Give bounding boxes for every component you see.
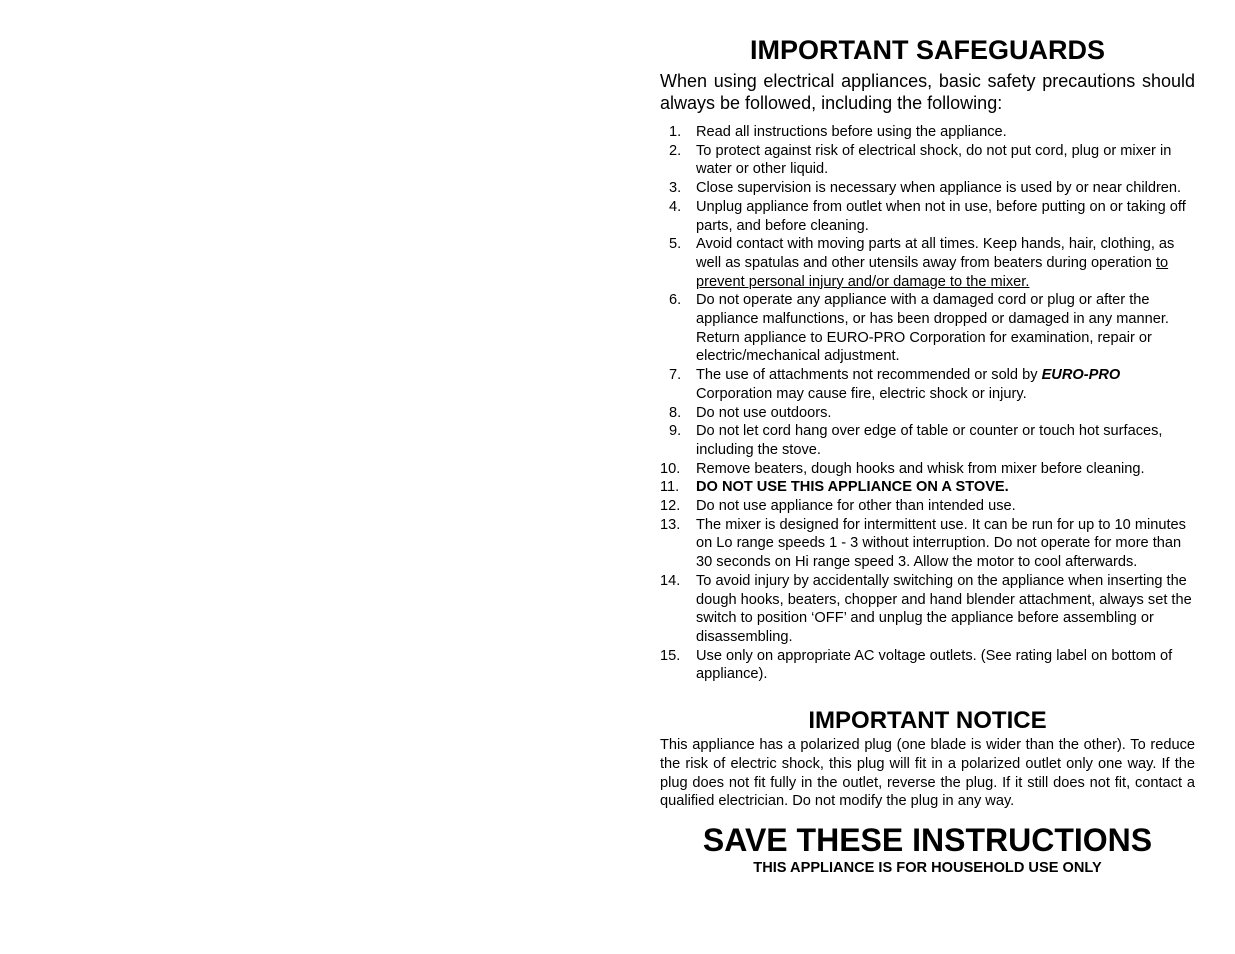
list-item	[660, 291, 1195, 366]
item-number: 4.	[669, 198, 682, 215]
item-text: Close supervision is necessary when appliance is used by or near children.	[696, 180, 1182, 197]
list-item	[660, 179, 1195, 198]
list-item	[660, 572, 1195, 647]
notice-title: IMPORTANT NOTICE	[808, 707, 1047, 735]
item-text-plain: Avoid contact with moving parts at all times. Keep hands, hair, clothing, as well as spatulas and other utensils away from beaters during operation	[696, 236, 1175, 271]
list-item	[660, 647, 1195, 684]
item-text: The mixer is designed for intermittent use. It can be run for up to 10 minutes on Lo range speeds 1 - 3 without interruption. Do not operate for more than 30 seconds on Hi range speed 3. Allow the motor to cool afterwards.	[696, 516, 1186, 571]
item-number: 1.	[669, 124, 682, 140]
item-text: Unplug appliance from outlet when not in use, before putting on or taking off parts, and before cleaning.	[696, 198, 1186, 234]
item-text: DO NOT USE THIS APPLIANCE ON A STOVE.	[696, 479, 1009, 496]
list-item	[660, 497, 1195, 516]
item-text: To protect against risk of electrical shock, do not put cord, plug or mixer in water or other liquid.	[696, 142, 1172, 178]
household-use-note: THIS APPLIANCE IS FOR HOUSEHOLD USE ONLY	[753, 859, 1102, 876]
item-text-plain: The use of attachments not recommended or sold by	[696, 367, 1042, 384]
item-text	[696, 366, 1195, 403]
item-number: 3.	[669, 180, 682, 197]
item-number: 8.	[669, 404, 682, 421]
brand-name: EURO-PRO	[1041, 367, 1121, 384]
list-item	[660, 235, 1195, 291]
safeguards-list	[660, 123, 1195, 684]
list-item	[660, 478, 1195, 497]
list-item	[660, 123, 1195, 142]
item-number: 9.	[669, 423, 682, 440]
item-number: 15.	[660, 647, 681, 664]
item-text-plain: Corporation may cause fire, electric shock or injury.	[696, 385, 1027, 402]
item-text: Read all instructions before using the appliance.	[696, 124, 1007, 140]
item-text: Remove beaters, dough hooks and whisk from mixer before cleaning.	[696, 460, 1145, 477]
item-text: Do not let cord hang over edge of table or counter or touch hot surfaces, including the stove.	[696, 423, 1163, 458]
item-number: 11.	[660, 479, 680, 496]
item-number: 10.	[660, 460, 681, 477]
list-item	[660, 366, 1195, 403]
list-item	[660, 142, 1195, 179]
safeguards-column	[660, 30, 1195, 877]
item-number: 13.	[660, 516, 681, 533]
item-number: 6.	[669, 292, 682, 309]
item-number: 7.	[669, 367, 682, 384]
list-item	[660, 404, 1195, 423]
safeguards-intro: When using electrical appliances, basic safety precautions should always be followed, including the following:	[660, 71, 1195, 113]
item-text: Do not use outdoors.	[696, 404, 832, 421]
item-number: 5.	[669, 236, 682, 253]
list-item	[660, 460, 1195, 479]
list-item	[660, 198, 1195, 235]
safeguards-title: IMPORTANT SAFEGUARDS	[750, 35, 1105, 65]
item-text-underlined: to prevent personal injury and/or damage to the mixer.	[696, 254, 1169, 290]
item-number: 14.	[660, 572, 681, 589]
item-number: 12.	[660, 498, 681, 515]
item-number: 2.	[669, 142, 682, 159]
item-text: Do not use appliance for other than intended use.	[696, 498, 1016, 515]
item-text: To avoid injury by accidentally switching on the appliance when inserting the dough hooks, beaters, chopper and hand blender attachment, always set the switch to position ‘OFF’ and unplug the appliance before assembling or disassembling.	[696, 572, 1192, 645]
save-instructions-heading: SAVE THESE INSTRUCTIONS	[702, 821, 1153, 858]
list-item	[660, 422, 1195, 459]
item-text: Use only on appropriate AC voltage outlets. (See rating label on bottom of appliance).	[696, 647, 1173, 683]
list-item	[660, 516, 1195, 572]
item-text	[696, 235, 1195, 291]
item-text: Do not operate any appliance with a damaged cord or plug or after the appliance malfunctions, or has been dropped or damaged in any manner. Return appliance to EURO-PRO Corporation for examination, repair or electric/mechanical adjustment.	[696, 292, 1169, 365]
notice-text: This appliance has a polarized plug (one blade is wider than the other). To reduce the risk of electric shock, this plug will fit in a polarized outlet only one way. If the plug does not fit fully in the outlet, reverse the plug. If it still does not fit, contact a qualified electrician. Do not modify the plug in any way.	[660, 737, 1195, 810]
